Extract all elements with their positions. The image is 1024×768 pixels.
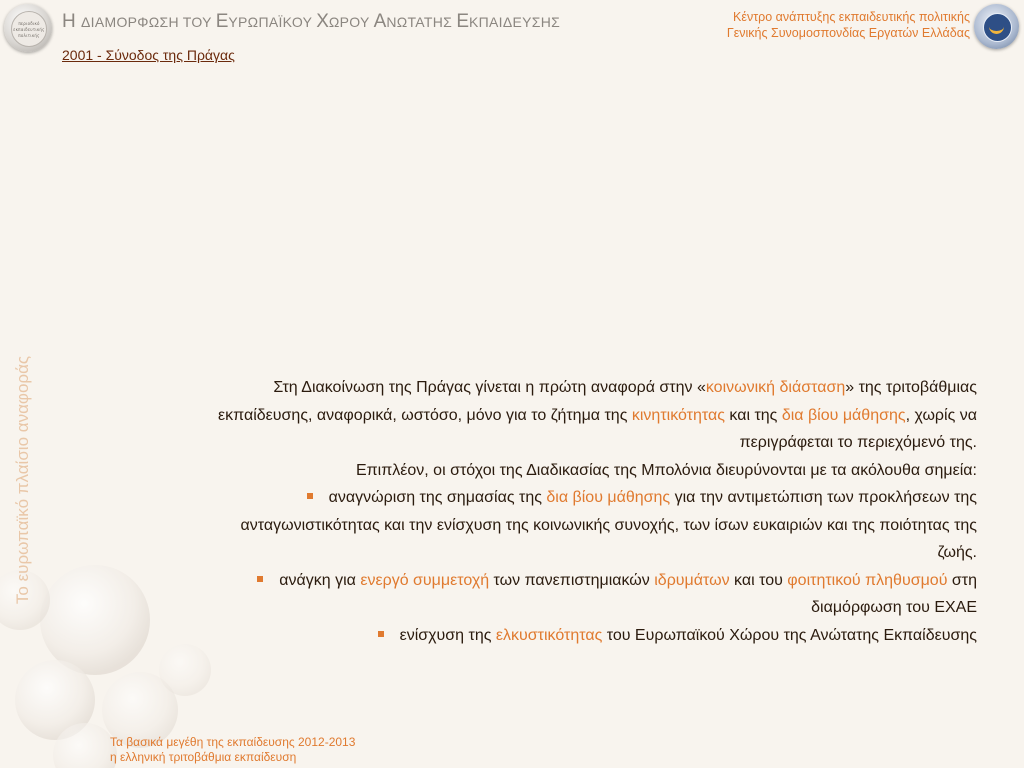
title-part: Η [62, 11, 81, 32]
organization-name [727, 9, 970, 41]
title-part: Α [373, 11, 387, 32]
highlighted-term: δια βίου μάθησης [546, 489, 671, 506]
logo-text-line: πολιτικής [18, 33, 40, 38]
text-segment: και της [724, 406, 782, 424]
org-line-2: Γενικής Συνομοσπονδίας Εργατών Ελλάδας [726, 26, 970, 40]
paragraph [205, 457, 977, 485]
slide-subtitle: 2001 - Σύνοδος της Πράγας [62, 47, 235, 63]
publication-logo [4, 4, 52, 52]
org-line-1: Κέντρο ανάπτυξης εκπαιδευτικής πολιτικής [733, 10, 970, 24]
logo-text-line: εκπαιδευτικής [13, 27, 45, 32]
highlighted-term: φοιτητικού πληθυσμού [787, 571, 948, 589]
footer-line-1: Τα βασικά μεγέθη της εκπαίδευσης 2012-2013 [110, 735, 356, 749]
title-part: ΩΡΟΥ [328, 14, 374, 30]
paragraph [205, 374, 977, 457]
bullet-icon [378, 631, 384, 637]
highlighted-term: ιδρυμάτων [654, 571, 730, 589]
text-segment: Στη Διακοίνωση της Πράγας γίνεται η πρώτη αναφορά στην « [273, 379, 706, 396]
title-part: ΝΩΤΑΤΗΣ [386, 14, 457, 30]
bullet-icon [257, 576, 263, 582]
title-part: Ε [215, 11, 229, 32]
logo-text-line: περιοδικό [18, 21, 40, 26]
text-segment: στη διαμόρφωση του ΕΧΑΕ [811, 571, 977, 616]
highlighted-term: δια βίου μάθησης [781, 406, 906, 424]
text-segment: » της τριτοβάθμιας εκπαίδευσης, αναφορικά, ωστόσο, μόνο για το ζήτημα της [218, 379, 977, 424]
title-part: Ε [456, 11, 469, 32]
highlighted-term: κοινωνική διάσταση [705, 379, 846, 396]
highlighted-term: ελκυστικότητας [495, 626, 603, 644]
bullet-icon [307, 493, 313, 499]
title-part: ΥΡΩΠΑΪΚΟΥ [228, 14, 317, 30]
highlighted-term: κινητικότητας [631, 406, 725, 424]
text-segment: Επιπλέον, οι στόχοι της Διαδικασίας της Μπολόνια διευρύνονται με τα ακόλουθα σημεία: [355, 461, 977, 479]
text-segment: αναγνώριση της σημασίας της [328, 489, 547, 506]
text-segment: ενίσχυση της [399, 626, 496, 644]
text-segment: του Ευρωπαϊκού Χώρου της Ανώτατης Εκπαίδευσης [602, 626, 977, 644]
text-segment: , χωρίς να περιγράφεται το περιεχόμενό της. [739, 406, 977, 451]
text-segment: για την αντιμετώπιση των προκλήσεων της ανταγωνιστικότητας και την ενίσχυση της κοινωνικής συνοχής, των ίσων ευκαιριών και της ποιότητας της ζωής. [240, 489, 977, 561]
text-segment: των πανεπιστημιακών [489, 571, 655, 589]
bullet-item [205, 484, 977, 567]
text-segment: και του [729, 571, 788, 589]
footer [110, 735, 355, 765]
organization-logo [974, 4, 1019, 49]
footer-line-2: η ελληνική τριτοβάθμια εκπαίδευση [110, 750, 297, 764]
page-title [62, 11, 560, 33]
bullet-item [205, 567, 977, 622]
text-segment: ανάγκη για [279, 571, 361, 589]
highlighted-term: ενεργό συμμετοχή [360, 571, 490, 589]
main-content [205, 374, 977, 649]
title-part: Χ [316, 11, 329, 32]
title-part: ΚΠΑΙΔΕΥΣΗΣ [469, 14, 561, 30]
section-vertical-label: Το ευρωπαϊκό πλαίσιο αναφοράς [13, 355, 32, 605]
bullet-item [205, 622, 977, 650]
title-part: ΔΙΑΜΟΡΦΩΣΗ ΤΟΥ [81, 14, 216, 30]
